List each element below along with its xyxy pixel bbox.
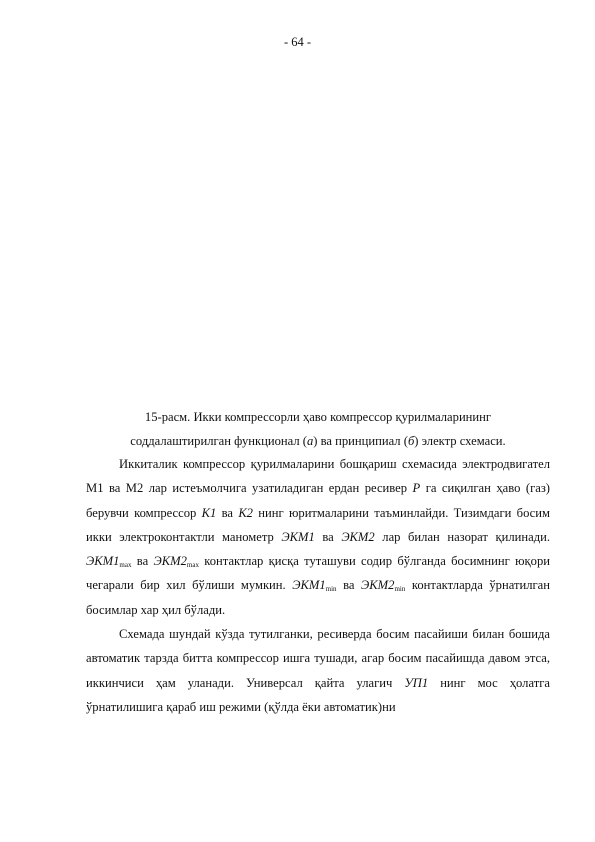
caption-line-2: соддалаштирилган функционал (а) ва принципиал (б) электр схемаси.: [130, 434, 506, 448]
page-number: - 64 -: [283, 35, 312, 49]
body-text: [86, 452, 550, 719]
paragraph-1: Иккиталик компрессор қурилмаларини бошқариш схемасида электродвигател М1 ва М2 лар истеъмолчига узатиладиган ердан ресивер Р га сиқилган ҳаво (газ) берувчи компрессор К1 ва К2 нинг юритмаларини таъминлайди. Тизимдаги босим икки электроконтактли манометр ЭКМ1 ва ЭКМ2 лар билан назорат қилинади. $ЭКМ1_{max}$ ва $ЭКМ2_{max}$ контактлар қисқа туташуви содир бўлганда босимнинг юқори чегарали бир хил бўлиши мумкин. $ЭКМ1_{min}$ ва $ЭКМ2_{min}$ контактларда ўрнатилган босимлар хар ҳил бўлади.: [86, 457, 551, 617]
paragraph-2: Схемада шундай кўзда тутилганки, ресиверда босим пасайиши билан бошида автоматик тарзда битта компрессор ишга тушади, агар босим пасайишда давом этса, иккинчиси ҳам уланади. Универсал қайта улагич УП1 нинг мос ҳолатга ўрнатилишига қараб иш режими (қўлда ёки автоматик)ни: [86, 627, 550, 714]
figure-caption: [86, 405, 550, 453]
figure-blank-area: [86, 60, 550, 390]
caption-line-1: 15-расм. Икки компрессорли ҳаво компрессор қурилмаларининг: [144, 410, 492, 424]
